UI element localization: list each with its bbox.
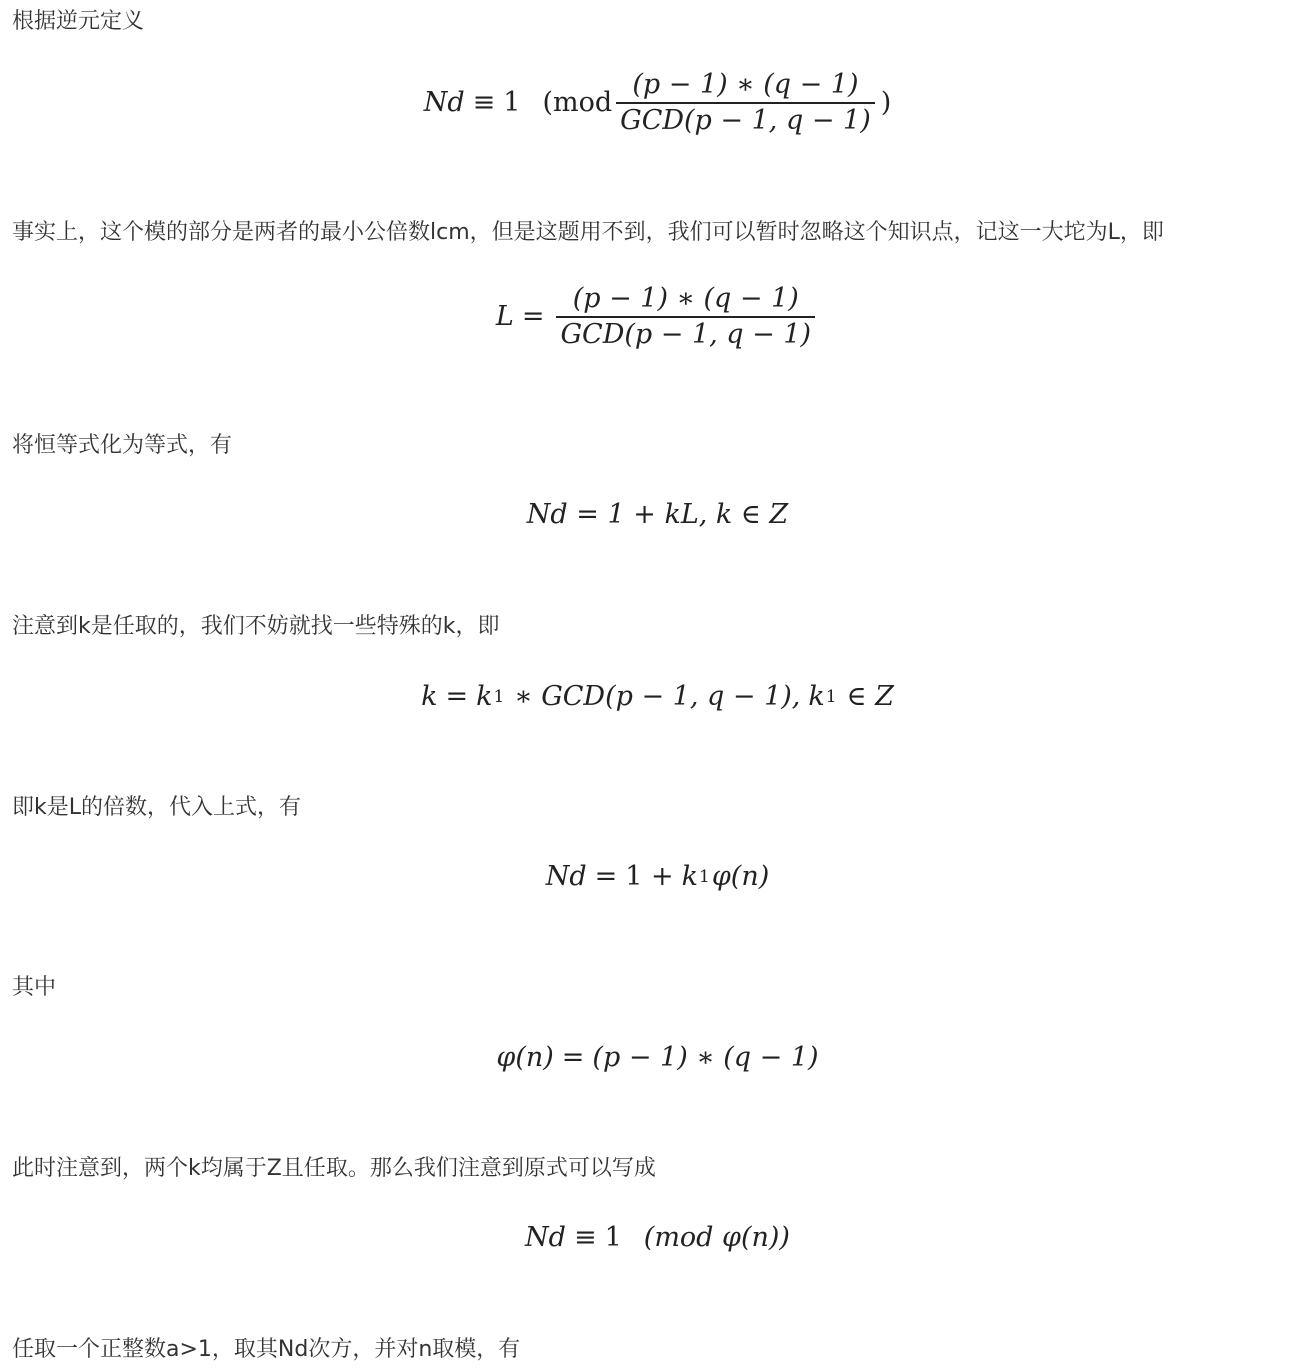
formula-eq: = [594,861,618,892]
formula-sub: 1 [493,687,505,707]
formula-end: ∈ Z [846,681,894,712]
formula-fraction [616,68,875,138]
formula-numerator: (p − 1) ∗ (q − 1) [632,69,859,100]
formula-lhs: Nd [545,861,587,892]
formula-fraction [556,282,815,352]
formula-l-definition [0,282,1315,352]
formula-eq: = [561,1042,585,1073]
formula-lhs: Nd [525,1222,566,1253]
formula-lhs: Nd [423,86,465,118]
formula-one-plus: 1 + [625,861,674,892]
formula-k: k [421,681,438,712]
paragraph-power-mod: 任取一个正整数a>1，取其Nd次方，并对n取模，有 [12,1337,521,1362]
formula-lhs: L [495,300,514,332]
formula-relation: ≡ [472,86,496,118]
formula-k1b: k [808,681,825,712]
formula-phi: φ(n) [711,861,770,892]
formula-mod-label: mod [552,86,613,118]
formula-phi-definition [0,1041,1315,1075]
paragraph-identity-to-equation: 将恒等式化为等式，有 [12,433,233,458]
paragraph-where: 其中 [12,975,57,1000]
formula-nd-congruence-phi [0,1221,1315,1255]
formula-numerator: (p − 1) ∗ (q − 1) [572,283,799,314]
formula-k1: k [476,681,493,712]
formula-eq: = [445,681,469,712]
formula-mod-close: ) [880,86,892,118]
formula-rhs: 1 [503,86,521,118]
formula-denominator: GCD(p − 1, q − 1) [560,318,812,350]
formula-phi: φ(n) [496,1042,554,1073]
formula-relation: = [521,300,545,332]
paragraph-k-multiple-of-l: 即k是L的倍数，代入上式，有 [12,795,301,820]
formula-k-definition [0,680,1315,714]
formula-sub2: 1 [825,687,837,707]
paragraph-rewrite: 此时注意到，两个k均属于Z且任取。那么我们注意到原式可以写成 [12,1156,656,1181]
paragraph-lcm-note: 事实上，这个模的部分是两者的最小公倍数lcm，但是这题用不到，我们可以暂时忽略这个知识点，记这一大坨为L，即 [12,220,1164,245]
formula-k: k [681,861,699,892]
formula-mod-open: ( [542,86,553,118]
formula-mod: (mod φ(n)) [643,1222,790,1253]
formula-nd-equals-kl [0,498,1315,532]
formula-mid: ∗ GCD(p − 1, q − 1), [514,681,801,712]
formula-nd-euler [0,860,1315,894]
formula-text: Nd = 1 + kL, k ∈ Z [526,499,789,530]
paragraph-inverse-definition: 根据逆元定义 [12,9,145,34]
formula-rhs: (p − 1) ∗ (q − 1) [592,1042,819,1073]
formula-relation: ≡ [573,1222,597,1253]
formula-nd-congruence-lcm [0,68,1315,138]
formula-rhs: 1 [604,1222,622,1253]
formula-sub: 1 [699,867,710,887]
formula-denominator: GCD(p − 1, q − 1) [620,104,871,136]
paragraph-special-k: 注意到k是任取的，我们不妨就找一些特殊的k，即 [12,614,500,639]
